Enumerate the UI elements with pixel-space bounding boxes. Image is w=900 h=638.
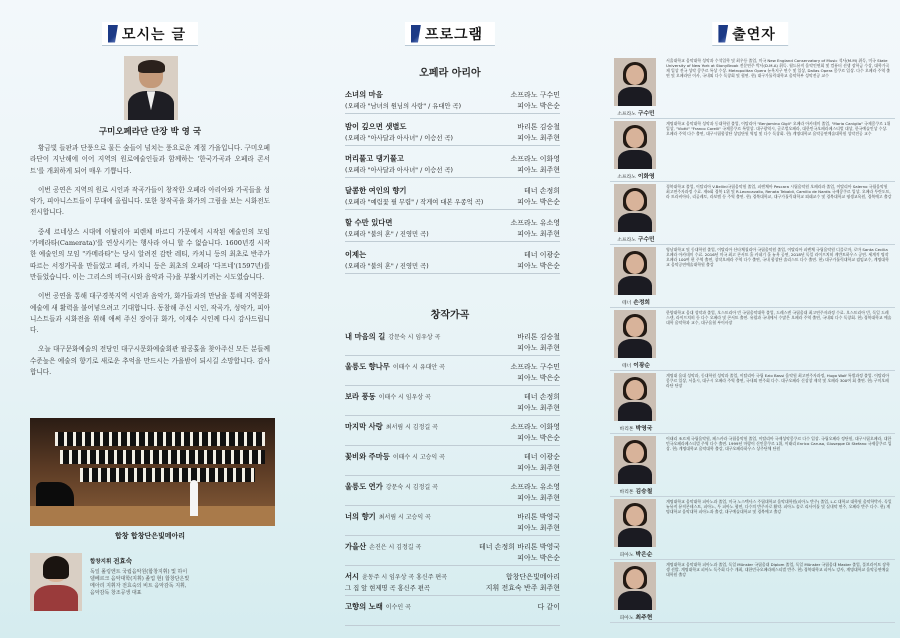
piece-credits: 이태수 시 고승익 곡 [392, 454, 445, 461]
greeting-paragraph: 중세 르네상스 시대에 이탈리아 피렌체 바르디 가문에서 시작된 예술인의 모임 '카메라타(Camerata)'를 연상시키는 행사라 아니 할 수 없습니다. 1600년경 시작한 예술인의 모임 "카메라타"는 당시 알려진 감탄 레티, 카치니 등의 최초로 반주가 따르는 서정가곡을 만들었고 페리, 카치니 등은 최초의 오페라 '다프네'(1597년)를 만들었습니다. 이는 그리스의 비극(시와 음악과 극)을 부활시키려는 시도였습니다. [30, 227, 270, 281]
performer-primary: 테너 손정희 바리톤 박영국 [478, 543, 560, 551]
performer-bio: 한양대학교 음대 성악과 졸업, 오스트리아 빈 국립음악대학 졸업, 드레스덴 국립음대 최고연주자과정 수료. 오스트리아 빈, 독일 드레스덴, 라이프치히 등 다수 오페라 및 콘서트 출연. 유럽과 국내에서 수많은 오페라 주역 출연, 국내외 다수 독창회. 현) 경북대학교 예술대학 음악학과 교수, 대구음협 부이사장 [666, 310, 892, 326]
performer-card [610, 308, 895, 371]
performer-bio: 경북대학교 졸업, 이탈리아 V.Bellini국립음악원 졸업, 피렌체아 Pescara 시립음악원 오페라과 졸업, 이탈리아 Salerno 국립음악원 최고연주자과정 수료. 제9회 경북 1위 및 R.Leoncavallo, Renata Tebaldi, Camillo de Nardis 국제콩쿠르 입상. 오페라 투란도트, 라 트라비아타, 리골레토, 라보엠 등 주역 출연. 현) 경북대학교, 대구가톨릭대학교 외래교수 및 경북대학교 평생교육원, 경북예고 출강 [666, 184, 892, 200]
performers-title-bar [712, 22, 788, 46]
greeting-text [30, 143, 270, 386]
performer-name: 이화영 [637, 174, 655, 180]
program-title-bar [405, 22, 495, 46]
piece-detail: (오페라 "아사달과 아사녀" / 이승선 곡) [345, 135, 453, 142]
piece-title [345, 250, 369, 260]
flag-icon [718, 25, 728, 43]
performer-role: 피아노 [619, 553, 634, 558]
performer-name: 박은순 [635, 552, 653, 558]
program-item [345, 152, 560, 178]
performer-card [610, 560, 895, 623]
piece-title [345, 392, 431, 402]
performer-primary: 다 같이 [537, 603, 560, 611]
greeting-paragraph: 이번 공연은 지역의 원로 시인과 작곡가들이 창작한 오페라 아리아와 가곡들을 성악가, 피아니스트들이 무대에 올립니다. 또한 창작곡을 화가의 그림을 보는 시화전도 전시합니다. [30, 185, 270, 217]
performer-secondary: 피아노 박은순 [517, 262, 560, 270]
program-item [345, 420, 560, 446]
program-item [345, 184, 560, 210]
greeting-page [0, 0, 300, 638]
program-item [345, 390, 560, 416]
program-item [345, 360, 560, 386]
piece-title [345, 602, 411, 612]
piece-title [345, 512, 431, 522]
performer-secondary: 피아노 박은순 [517, 102, 560, 110]
performer-primary: 테너 손정희 [523, 187, 560, 195]
performer-secondary: 피아노 최주현 [517, 524, 560, 532]
performer-role: 테너 [621, 301, 632, 306]
greeting-paragraph: 오늘 대구문화예술의 전당인 대구시문화예술회관 팔공홀을 찾아주신 모든 분들께 수준높은 예술의 향기로 새로운 추억을 만드시는 가을밤이 되시길 소망합니다. 감사합니다. [30, 345, 270, 377]
piece-detail: (오페라 "예림꽃 필 무렵" / 작게여 대본 우종억 곡) [345, 199, 484, 206]
performers-title: 출연자 [732, 26, 776, 43]
performer-primary: 테너 이광순 [523, 251, 560, 259]
performer-secondary: 피아노 박은순 [517, 434, 560, 442]
piece-title [345, 542, 421, 552]
performer-photo [614, 247, 656, 295]
photo-caption: 합창 합창단은빛메아리 [114, 532, 186, 540]
piece-title [345, 572, 447, 582]
program-item [345, 510, 560, 536]
piece-title-text: 머리풀고 댕기풀고 [345, 154, 404, 163]
performer-secondary: 피아노 최주현 [517, 404, 560, 412]
greeting-title: 모시는 글 [122, 26, 186, 43]
program-title: 프로그램 [424, 26, 484, 43]
performer-photo [614, 184, 656, 232]
performer-name: 구수민 [637, 237, 655, 243]
performer-label [610, 486, 662, 495]
performer-label [610, 549, 662, 558]
performer-photo [614, 121, 656, 169]
performer-primary: 테너 손정희 [523, 393, 560, 401]
performer-primary: 테너 이광순 [523, 453, 560, 461]
greeting-paragraph: 이번 공연을 통해 대구경북지역 시인과 음악가, 화가들과의 만남을 통해 지역문화예술에 새 활력을 불어넣으려고 기대합니다. 동참해 주신 시인, 작곡가, 성악가, 피아니스트들과 시화전을 위해 애써 주신 장이규 화가, 이재수 시인께 다시 감사드립니다. [30, 292, 270, 335]
performer-name: 이광순 [633, 363, 651, 369]
piece-title [345, 422, 438, 432]
piece-title-text: 고향의 노래 [345, 602, 383, 611]
piece-title-text: 가을산 [345, 542, 367, 551]
performer-label [610, 360, 662, 369]
performer-role: 바리톤 [619, 427, 634, 432]
performer-photo [614, 310, 656, 358]
performer-role: 소프라노 [617, 238, 636, 243]
piece-title-text: 밤이 깊으면 샛별도 [345, 122, 407, 131]
performer-primary: 소프라노 유소영 [510, 483, 560, 491]
director-bio: 독일 폴링엔트 국립음악원(합창지휘) 및 하이델베르크 음악대학(지휘) 졸업 현) 합창단은빛메아리 지휘자 전효숙의 비트 음악감독 지휘, 음악감독 창조공생 대표 [90, 569, 190, 596]
piece-title-text: 너의 향기 [345, 512, 376, 521]
piece-detail: (오페라 "불의 혼" / 진영민 곡) [345, 263, 429, 270]
piece-title-text: 울릉도 향나무 [345, 362, 390, 371]
program-item [345, 450, 560, 476]
performer-label [610, 423, 662, 432]
program-page [300, 0, 600, 638]
program-item [345, 540, 560, 566]
piece-title-text: 이제는 [345, 250, 367, 259]
piece-credits: 최서림 시 고승익 곡 [378, 514, 431, 521]
program-item [345, 88, 560, 114]
performer-primary: 소프라노 이화영 [510, 423, 560, 431]
group-opera-aria: 오페라 아리아 [419, 68, 481, 79]
piece-detail: (오페라 "남녀의 원님의 사랑" / 유대안 곡) [345, 103, 462, 110]
performer-bio: 계명대 음대 성악과, 동대학원 성악과 졸업, 이탈리아 국립 Ezio Bassi 음악원 최고연주자과정, Hugo Wolf 특별과정 졸업. 이탈리아 콩쿠르 입상, 서울시, 대구시 오페라 주역 출연, 국내외 연주회 다수. 대구오페라 신상창 제작 및 오페라 300여 회 출연. 현) 구미오페라단 단장 [666, 373, 890, 389]
performer-secondary: 피아노 박은순 [517, 198, 560, 206]
greeting-paragraph: 황금빛 들판과 단풍으로 물든 숲들이 넘치는 풍요로운 계절 가을입니다. 구미오페라단이 지난해에 이어 지역의 원로예술인들과 함께하는 '한국가곡과 오페라 콘서트'를 개최하게 되어 매우 기쁩니다. [30, 144, 270, 175]
piece-title [345, 154, 407, 164]
program-item [345, 248, 560, 274]
piece-credits: 최서림 시 김정길 곡 [385, 424, 438, 431]
performer-secondary: 피아노 박은순 [517, 554, 560, 562]
performer-name: 손정희 [633, 300, 651, 306]
director-name: 전효숙 [113, 557, 133, 565]
performer-primary: 바리톤 박영국 [517, 513, 560, 521]
performer-name: 김승철 [635, 489, 653, 495]
piece-credits: 손진은 시 김정길 곡 [369, 544, 422, 551]
piece-title [345, 452, 445, 462]
performer-secondary: 피아노 최주현 [517, 230, 560, 238]
performer-card [610, 119, 895, 182]
performer-bio: 계명대학교 음악대학 성악과 동대학원 졸업, 이탈리아 "Benjamino Gigli" 오페라 아카데미 졸업, "Maria Caniglia" 국제콩쿠르 1위 입상, "Viotti" "Franco Corelli" 국제콩쿠르 특별상. 대구광역시, 글로벌오페라, 대한민국오페라페스티벌 대상, 한국예술인상 수상. 오페라 주역 다수 출연, 대구시립합창단 상임단원 역임 및 다수 독창회. 현) 계명대학교 음악공연예술대학원 성악전공 교수 [666, 121, 891, 137]
performer-name: 구수민 [637, 111, 655, 117]
performer-primary: 소프라노 구수민 [510, 91, 560, 99]
performer-primary: 소프라노 유소영 [510, 219, 560, 227]
piece-title-text: 달콤한 여인의 향기 [345, 186, 407, 195]
piece-title-text: 울릉도 연가 [345, 482, 383, 491]
piece-title-text: 소녀의 마음 [345, 90, 383, 99]
performer-secondary: 피아노 최주현 [517, 166, 560, 174]
piece-credits: 이태수 시 유대안 곡 [392, 364, 445, 371]
performer-secondary: 피아노 박은순 [517, 374, 560, 382]
program-item [345, 120, 560, 146]
piece-title-text: 보라 풍동 [345, 392, 376, 401]
performer-role: 바리톤 [619, 490, 634, 495]
director-label [90, 556, 132, 565]
performer-bio: 계명대학교 음악대학 피아노과 졸업, 독일 Münster 국립음대 Diplom 졸업, 독일 Münster 국립음대 Master 졸업, 풀브라이트 장학생 선발. 계명대학교 피아노 독주회 다수 개최, 대한민국오페라페스티벌 반주. 현) 경북대학교 피아노 강사, 계명대학교 음악공연예술대학원 출강 [666, 562, 890, 578]
piece-credits: 이수인 곡 [385, 604, 411, 611]
program-item [345, 600, 560, 626]
piece-credits: 윤동주 시 임우상 곡 홍신주 편곡 [362, 574, 447, 581]
choir-photo [30, 418, 275, 526]
program-item [345, 216, 560, 242]
piece-detail: (오페라 "불의 혼" / 진영민 곡) [345, 231, 429, 238]
piece-title [345, 482, 438, 492]
performer-role: 소프라노 [617, 112, 636, 117]
performer-label [610, 171, 662, 180]
performer-bio: 영남대학교 및 동대학원 졸업, 이탈리아 산타체칠리아 국립음악원 졸업, 이탈리아 피렌체 국립음악원 디플로마, 로마 Santa Cecilia 오페라 아카데미 수료. 2016년 미국 최고 콘서트 홀 카네기 홀 뉴욕 공연, 2018년 독일 라이프치히 게반트하우스 공연. 세계적 명작 오페라 100여 편 주역 출연, 창작오페라 주역 다수 출연, 국내 합창단 솔리스트 다수 출연. 현) 대구가톨릭대학교 겸임교수, 계명대학교 음악공연예술대학원 출강 [666, 247, 889, 268]
director-portrait [124, 56, 178, 120]
performer-role: 테너 [621, 364, 632, 369]
performers-page [600, 0, 900, 638]
performer-primary: 바리톤 김승철 [517, 123, 560, 131]
performer-name: 최주현 [635, 615, 653, 621]
piece-title [345, 362, 445, 372]
group-creative-songs: 창작가곡 [430, 310, 470, 321]
performer-label [610, 297, 662, 306]
director-role: 합창지휘 [90, 559, 112, 565]
piece-credits: 강문숙 시 김정길 곡 [385, 484, 438, 491]
performer-card [610, 497, 895, 560]
piece-title [345, 332, 440, 342]
performer-secondary: 피아노 최주현 [517, 494, 560, 502]
program-item [345, 570, 560, 596]
performer-bio: 계명대학교 음악대학 피아노과 졸업, 미국 노스텍사스 주립대학교 음악대학원(피아노 반주) 졸업, L.C 대학교 대학원 음악학박사. 독일 뉴뮤직 뮤직콘테스트, 피아노, 투 피아노 협연, 다수의 반주자로 활약. 피아노 솔로 리사이틀 및 실내악 연주, 오페라 반주 다수. 현) 계명대학교 음악대학 피아노과 출강, 대구예술대학교 및 경북예고 출강 [666, 499, 892, 515]
piece-title-text: 꽃비와 주마등 [345, 452, 390, 461]
performer-secondary: 피아노 최주현 [517, 464, 560, 472]
piece-detail: (오페라 "아사달과 아사녀" / 이승선 곡) [345, 167, 453, 174]
performer-primary: 소프라노 구수민 [510, 363, 560, 371]
program-item [345, 330, 560, 356]
performer-card [610, 245, 895, 308]
performer-card [610, 371, 895, 434]
greeter-name: 구미오페라단 단장 박 영 국 [98, 127, 202, 137]
piece-title-text: 내 마음의 길 [345, 332, 386, 341]
performer-bio: 이태리 조르제 국립음악원, 페스카라 국립음악원 졸업, 이탈리아 국제성악콩쿠르 다수 입상. 국립오페라 정단원, 대구시립오페라, 대한민국오페라페스티벌 주역 다수 출연. 1999년 마랑이 신인콩쿠르 1위, 이태리 Enrico Caruso, Giuseppe Di Stefano 국제콩쿠르 입상. 현) 계명대학교 음악대학 출강, 대구오페라하우스 상주단체 단원 [666, 436, 892, 452]
conductor-portrait [30, 553, 82, 611]
greeting-title-bar [102, 22, 198, 46]
performer-photo [614, 562, 656, 610]
performer-name: 박영국 [635, 426, 653, 432]
performer-card [610, 56, 895, 119]
piece-title [345, 90, 386, 100]
performer-photo [614, 58, 656, 106]
performer-photo [614, 373, 656, 421]
performer-primary: 소프라노 이화영 [510, 155, 560, 163]
performer-card [610, 182, 895, 245]
performer-secondary: 피아노 최주현 [517, 134, 560, 142]
piece-title-text: 마지막 사랑 [345, 422, 383, 431]
piece-title-text: 할 수만 있다면 [345, 218, 393, 227]
performer-bio: 서울대학교 음악대학 성악과 수석입학 및 최우등 졸업, 미국 New England Conservatory of Music 석사(M.M) 취득, 미국 State University of New York at StonyBrook 전문연주 박사(D.M.A) 취득. 월드뮤직 음악인연회 및 컴퓨터 선생 장학금 수상, 대학가곡제 입상 전국 성악 콩쿠르 특상 수상. Metropolitan Opera 뉴욕지구 연수 및 입상, Dallas Opera 콩쿠르 입상. 다수 오페라 주역 출연 및 오페라단 이사, 국내외 다수 독창회 및 협연. 현) 대구가톨릭대학교 음악학부 성악전공 교수 [666, 58, 891, 79]
performer-label [610, 612, 662, 621]
performer-primary: 바리톤 김승철 [517, 333, 560, 341]
piece-title [345, 186, 409, 196]
program-item [345, 480, 560, 506]
performer-secondary: 피아노 최주현 [517, 344, 560, 352]
performer-role: 피아노 [619, 616, 634, 621]
flag-icon [411, 25, 421, 43]
performer-label [610, 234, 662, 243]
flag-icon [108, 25, 118, 43]
performer-role: 소프라노 [617, 175, 636, 180]
performer-card [610, 434, 895, 497]
piece-credits: 이태수 시 임우상 곡 [378, 394, 431, 401]
performer-label [610, 108, 662, 117]
piece-title [345, 122, 409, 132]
performer-photo [614, 499, 656, 547]
performer-primary: 합창단은빛메아리 [505, 573, 560, 581]
piece-detail: 그 집 앞 현제명 곡 홍신주 편곡 [345, 585, 431, 592]
performer-photo [614, 436, 656, 484]
performer-secondary: 지휘 전효숙 반주 최주현 [485, 584, 560, 592]
piece-title [345, 218, 395, 228]
piece-credits: 강문숙 시 임우상 곡 [388, 334, 441, 341]
piece-title-text: 서시 [345, 572, 360, 581]
